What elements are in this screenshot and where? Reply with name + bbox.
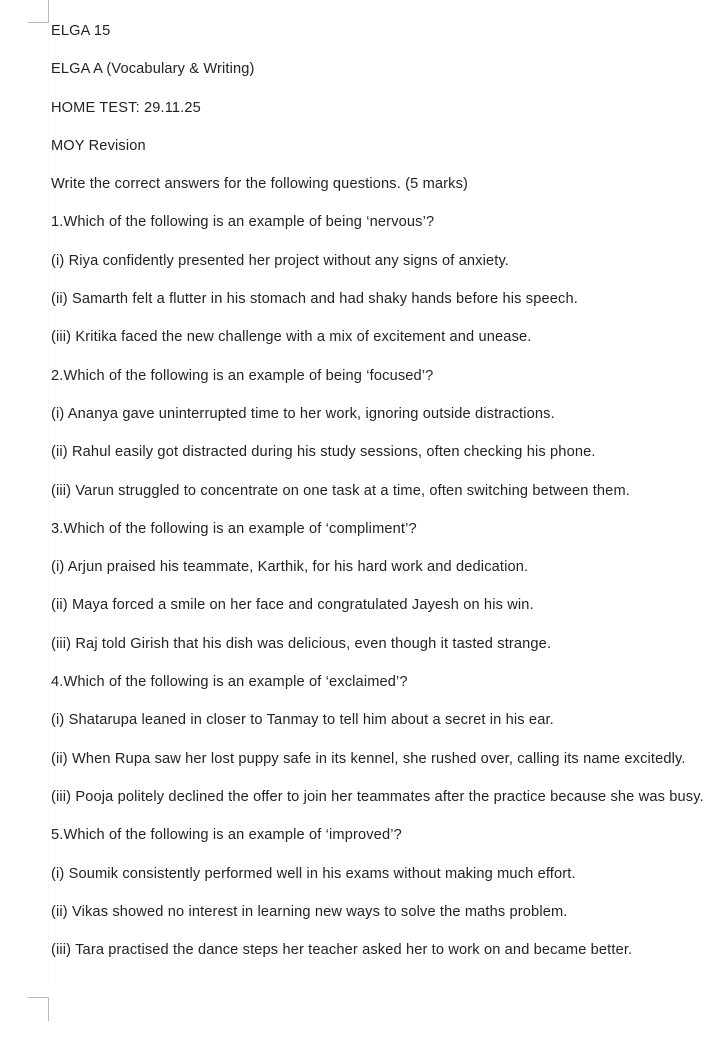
question-5-option-i: (i) Soumik consistently performed well in his exams without making much effort. [51, 865, 576, 882]
question-prompt-2: 2.Which of the following is an example of being ‘focused’? [51, 367, 434, 384]
instruction-text: Write the correct answers for the following questions. (5 marks) [51, 176, 469, 193]
question-5-option-ii: (ii) Vikas showed no interest in learning new ways to solve the maths problem. [51, 903, 568, 920]
crop-mark-horizontal-rule [28, 997, 49, 998]
question-4-option-ii: (ii) When Rupa saw her lost puppy safe in its kennel, she rushed over, calling its name excitedly. [51, 750, 686, 767]
document-body [51, 22, 720, 960]
question-prompt-3: 3.Which of the following is an example of ‘compliment’? [51, 520, 417, 537]
question-3-option-ii: (ii) Maya forced a smile on her face and congratulated Jayesh on his win. [51, 597, 534, 614]
question-prompt-4: 4.Which of the following is an example of ‘exclaimed’? [51, 674, 408, 691]
question-4-option-i: (i) Shatarupa leaned in closer to Tanmay to tell him about a secret in his ear. [51, 712, 554, 729]
question-prompt-1: 1.Which of the following is an example of being ‘nervous’? [51, 214, 435, 231]
question-2-option-iii: (iii) Varun struggled to concentrate on one task at a time, often switching between them. [51, 482, 630, 499]
question-4-option-iii: (iii) Pooja politely declined the offer to join her teammates after the practice because she was busy. [51, 788, 704, 805]
question-1-option-iii: (iii) Kritika faced the new challenge with a mix of excitement and unease. [51, 329, 532, 346]
question-1-option-i: (i) Riya confidently presented her project without any signs of anxiety. [51, 252, 510, 269]
page-edge-rule [48, 34, 49, 986]
question-5-option-iii: (iii) Tara practised the dance steps her teacher asked her to work on and became better. [51, 942, 633, 959]
question-3-option-iii: (iii) Raj told Girish that his dish was delicious, even though it tasted strange. [51, 635, 552, 652]
document-title: ELGA 15 [51, 23, 111, 39]
question-prompt-5: 5.Which of the following is an example of ‘improved’? [51, 827, 402, 844]
crop-mark-bottom-left-icon [0, 986, 60, 1026]
crop-mark-horizontal-rule [28, 22, 49, 23]
question-2-option-i: (i) Ananya gave uninterrupted time to her work, ignoring outside distractions. [51, 405, 555, 422]
document-revision-line: MOY Revision [51, 137, 146, 154]
document-subject-line: ELGA A (Vocabulary & Writing) [51, 61, 255, 78]
question-3-option-i: (i) Arjun praised his teammate, Karthik, for his hard work and dedication. [51, 559, 529, 576]
question-1-option-ii: (ii) Samarth felt a flutter in his stomach and had shaky hands before his speech. [51, 291, 578, 308]
crop-mark-vertical-rule [48, 997, 49, 1021]
crop-mark-vertical-rule [48, 0, 49, 23]
document-test-line: HOME TEST: 29.11.25 [51, 99, 201, 116]
question-2-option-ii: (ii) Rahul easily got distracted during his study sessions, often checking his phone. [51, 444, 596, 461]
